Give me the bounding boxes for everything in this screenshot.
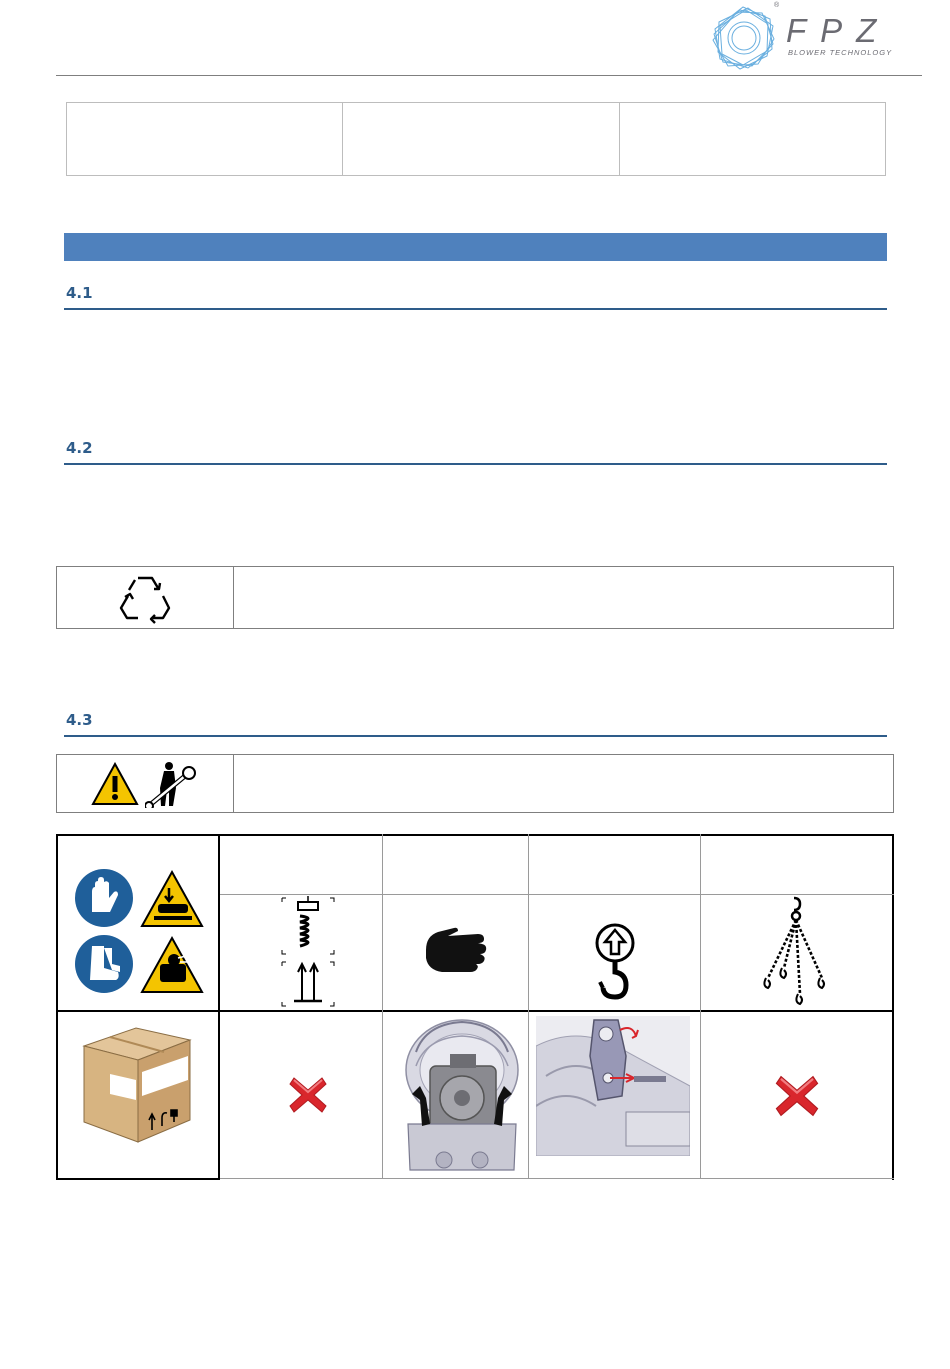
section-number: 4.2 bbox=[66, 439, 93, 457]
qualified-personnel-warning-box bbox=[56, 754, 894, 813]
hand-crush-warning-icon bbox=[142, 872, 202, 926]
chain-sling-icon bbox=[756, 894, 836, 1006]
info-cell bbox=[620, 103, 885, 175]
document-info-table bbox=[66, 102, 886, 176]
forklift-fork-icon bbox=[278, 894, 338, 1010]
section-number: 4.1 bbox=[66, 284, 93, 302]
manual-hand-icon bbox=[424, 924, 488, 974]
section-rule bbox=[64, 308, 887, 310]
lifting-hook-icon bbox=[592, 922, 638, 1002]
section-rule bbox=[64, 735, 887, 737]
section-number: 4.3 bbox=[66, 711, 93, 729]
safety-boots-icon bbox=[75, 935, 133, 993]
header-divider bbox=[56, 75, 922, 76]
blower-handles-image bbox=[396, 1014, 522, 1174]
chapter-heading-bar bbox=[64, 233, 887, 261]
shipping-box-icon bbox=[80, 1018, 194, 1144]
logo-subtitle: BLOWER TECHNOLOGY bbox=[788, 48, 893, 57]
not-allowed-icon bbox=[774, 1072, 820, 1120]
recycling-note-box bbox=[56, 566, 894, 629]
not-allowed-icon bbox=[288, 1074, 328, 1116]
eyebolt-image bbox=[536, 1016, 690, 1156]
protective-gloves-icon bbox=[75, 869, 133, 927]
ppe-icons-group bbox=[74, 868, 204, 994]
logo-wordmark: FPZ bbox=[786, 12, 891, 49]
handling-methods-table bbox=[56, 834, 894, 1180]
info-cell bbox=[67, 103, 343, 175]
info-cell bbox=[343, 103, 619, 175]
recycling-text-cell bbox=[234, 567, 893, 628]
warning-text-cell bbox=[234, 755, 893, 812]
recycling-icon-cell bbox=[57, 567, 234, 628]
recycle-icon bbox=[118, 572, 172, 624]
warning-icon-cell bbox=[57, 755, 234, 812]
warning-triangle-icon bbox=[91, 762, 139, 806]
registered-mark: ® bbox=[774, 2, 780, 9]
hand-cut-warning-icon bbox=[142, 938, 202, 992]
section-rule bbox=[64, 463, 887, 465]
maintenance-technician-icon bbox=[145, 760, 199, 808]
